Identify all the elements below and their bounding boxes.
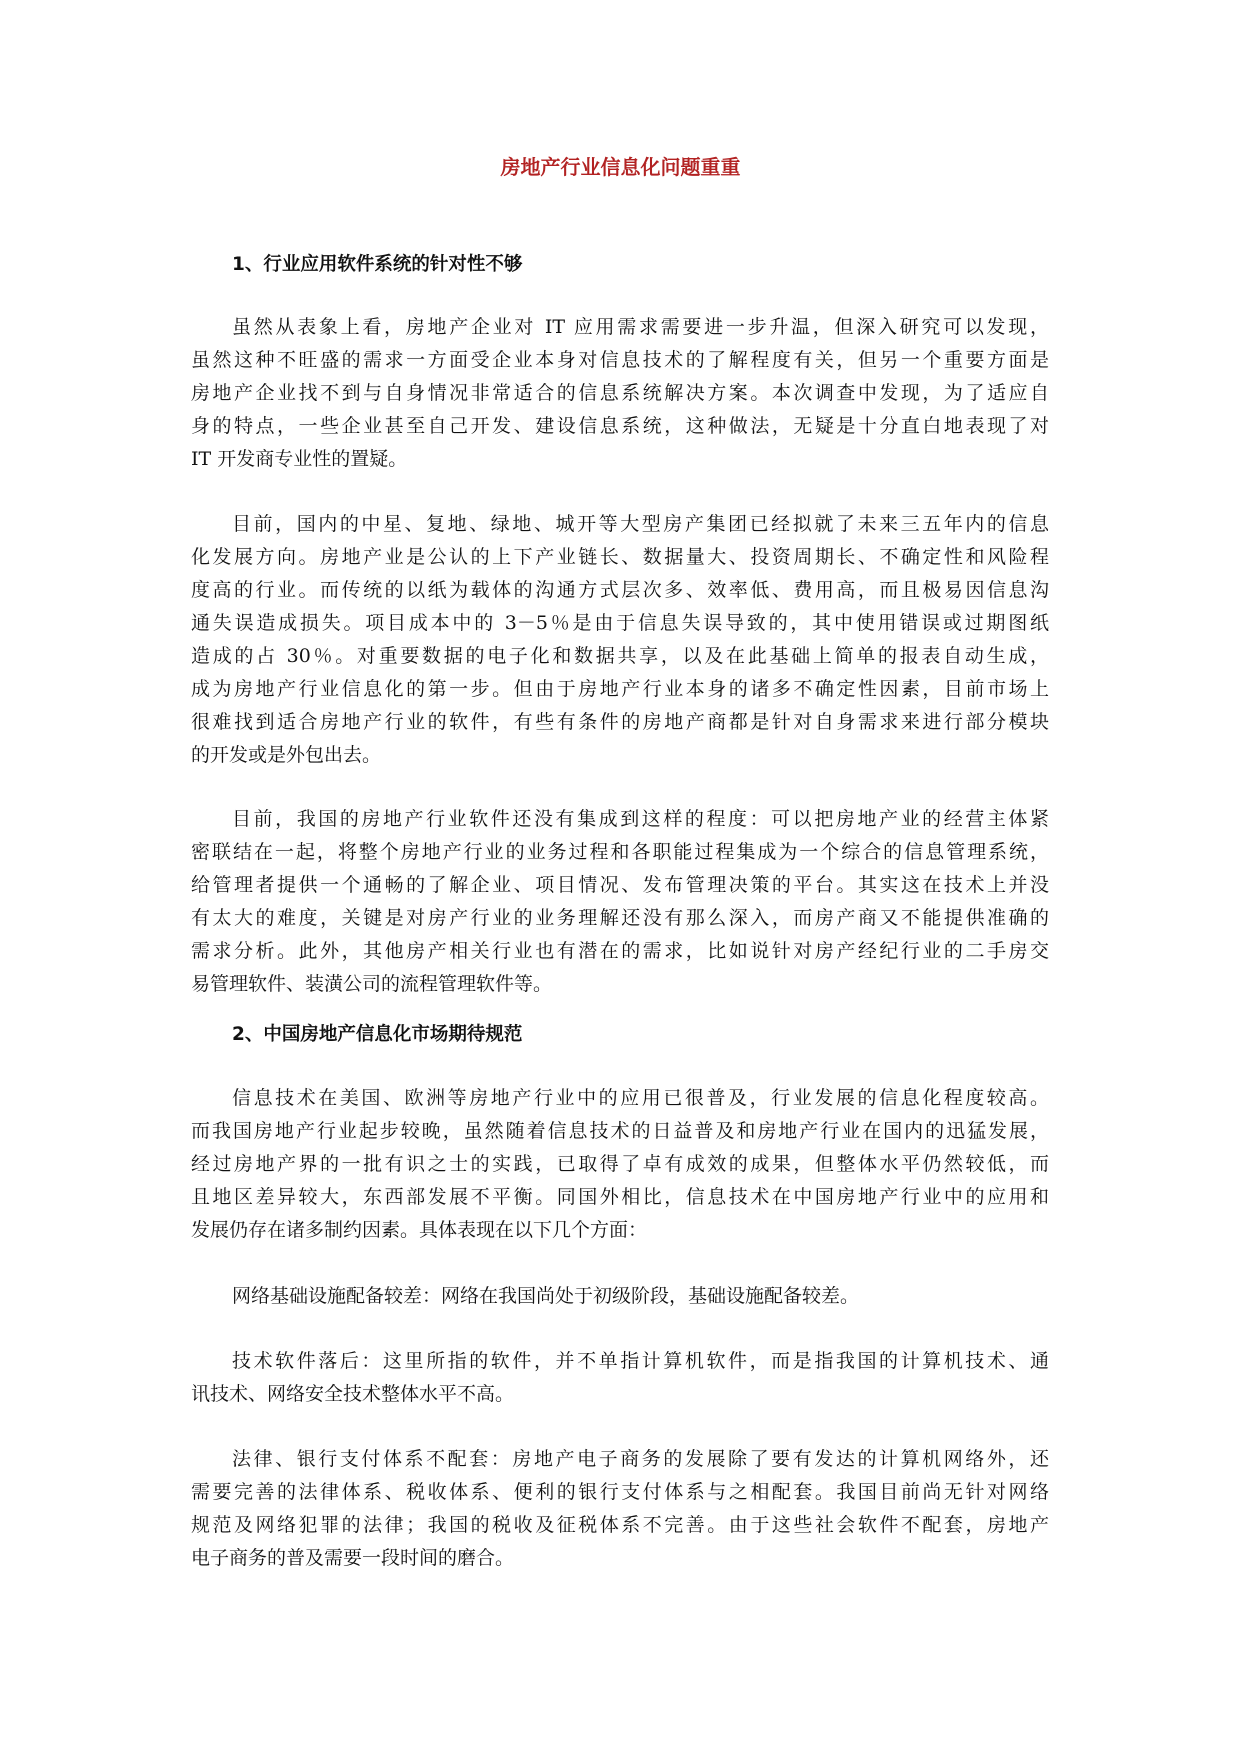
paragraph-line: 网络基础设施配备较差：网络在我国尚处于初级阶段，基础设施配备较差。 [232,1285,860,1307]
paragraph-line: 经过房地产界的一批有识之士的实践，已取得了卓有成效的成果，但整体水平仍然较低，而 [191,1153,1049,1175]
paragraph-line: 很难找到适合房地产行业的软件，有些有条件的房地产商都是针对自身需求来进行部分模块 [191,711,1049,733]
paragraph-line: IT 开发商专业性的置疑。 [191,448,408,470]
paragraph-line: 规范及网络犯罪的法律；我国的税收及征税体系不完善。由于这些社会软件不配套，房地产 [191,1514,1049,1536]
paragraph [191,508,1049,772]
paragraph-line: 密联结在一起，将整个房地产行业的业务过程和各职能过程集成为一个综合的信息管理系统， [191,841,1049,863]
paragraph-line: 有太大的难度，关键是对房产行业的业务理解还没有那么深入，而房产商又不能提供准确的 [191,907,1049,929]
paragraph-line: 且地区差异较大，东西部发展不平衡。同国外相比，信息技术在中国房地产行业中的应用和 [191,1186,1049,1208]
paragraph [191,1082,1049,1247]
paragraph-line: 发展仍存在诸多制约因素。具体表现在以下几个方面： [191,1219,648,1241]
paragraph [191,1443,1049,1575]
paragraph-line: 需求分析。此外，其他房产相关行业也有潜在的需求，比如说针对房产经纪行业的二手房交 [191,940,1049,962]
paragraph-line: 需要完善的法律体系、税收体系、便利的银行支付体系与之相配套。我国目前尚无针对网络 [191,1481,1049,1503]
paragraph-line: 造成的占 30％。对重要数据的电子化和数据共享，以及在此基础上简单的报表自动生成， [191,645,1049,667]
paragraph [191,1345,1049,1411]
paragraph-line: 易管理软件、装潢公司的流程管理软件等。 [191,973,553,995]
paragraph-line: 虽然从表象上看，房地产企业对 IT 应用需求需要进一步升温，但深入研究可以发现， [232,316,1049,338]
paragraph-line: 的开发或是外包出去。 [191,744,382,766]
paragraph [191,311,1049,476]
paragraph-line: 身的特点，一些企业甚至自己开发、建设信息系统，这种做法，无疑是十分直白地表现了对 [191,415,1049,437]
paragraph-line: 而我国房地产行业起步较晚，虽然随着信息技术的日益普及和房地产行业在国内的迅猛发展， [191,1120,1049,1142]
paragraph-line: 电子商务的普及需要一段时间的磨合。 [191,1547,515,1569]
paragraph-line: 成为房地产行业信息化的第一步。但由于房地产行业本身的诸多不确定性因素，目前市场上 [191,678,1049,700]
paragraph-line: 讯技术、网络安全技术整体水平不高。 [191,1383,515,1405]
document-title: 房地产行业信息化问题重重 [500,155,741,179]
paragraph-line: 房地产企业找不到与自身情况非常适合的信息系统解决方案。本次调查中发现，为了适应自 [191,382,1049,404]
paragraph-line: 通失误造成损失。项目成本中的 3－5％是由于信息失误导致的，其中使用错误或过期图纸 [191,612,1049,634]
paragraph-line: 目前，国内的中星、复地、绿地、城开等大型房产集团已经拟就了未来三五年内的信息 [232,513,1049,535]
paragraph-line: 目前，我国的房地产行业软件还没有集成到这样的程度：可以把房地产业的经营主体紧 [232,808,1049,830]
section-heading-1: 1、行业应用软件系统的针对性不够 [232,254,523,275]
section-heading-2: 2、中国房地产信息化市场期待规范 [232,1024,523,1045]
paragraph-line: 给管理者提供一个通畅的了解企业、项目情况、发布管理决策的平台。其实这在技术上并没 [191,874,1049,896]
paragraph-line: 信息技术在美国、欧洲等房地产行业中的应用已很普及，行业发展的信息化程度较高。 [232,1087,1049,1109]
paragraph-line: 虽然这种不旺盛的需求一方面受企业本身对信息技术的了解程度有关，但另一个重要方面是 [191,349,1049,371]
paragraph [191,1280,1049,1313]
paragraph-line: 化发展方向。房地产业是公认的上下产业链长、数据量大、投资周期长、不确定性和风险程 [191,546,1049,568]
paragraph-line: 技术软件落后：这里所指的软件，并不单指计算机软件，而是指我国的计算机技术、通 [232,1350,1049,1372]
paragraph-line: 度高的行业。而传统的以纸为载体的沟通方式层次多、效率低、费用高，而且极易因信息沟 [191,579,1049,601]
paragraph-line: 法律、银行支付体系不配套：房地产电子商务的发展除了要有发达的计算机网络外，还 [232,1448,1049,1470]
paragraph [191,803,1049,1001]
